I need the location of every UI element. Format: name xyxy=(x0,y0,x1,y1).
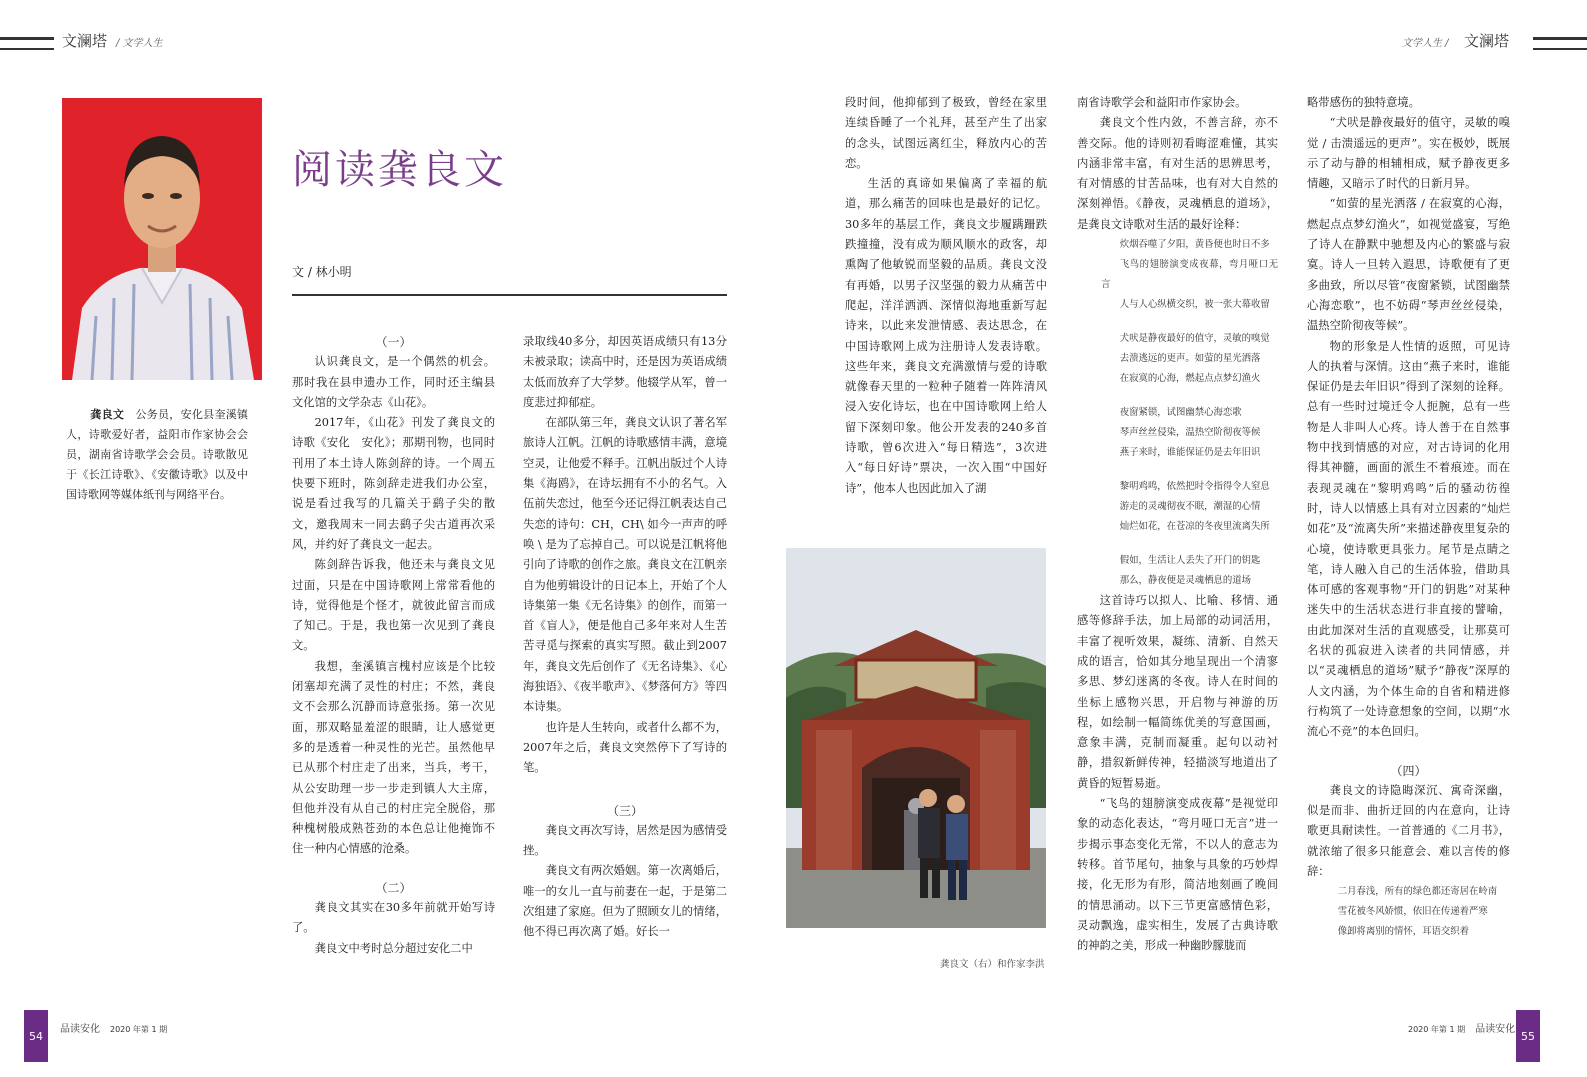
poem-line: 灿烂如花，在苍凉的冬夜里流离失所 xyxy=(1119,521,1270,533)
title-rule xyxy=(292,294,727,296)
temple-photo xyxy=(786,548,1046,928)
footer-magazine-left: 品读安化 xyxy=(60,1024,100,1035)
paragraph: 龚良文的诗隐晦深沉、寓奇深幽，似是而非、曲折迂回的内在意向，让诗歌更具耐读性。一首普通的《二月书》，就浓缩了很多只能意会、难以言传的修辞： xyxy=(1307,783,1510,878)
article-title: 阅读龚良文 xyxy=(292,147,507,193)
paragraph: 认识龚良文，是一个偶然的机会。那时我在县申遗办工作，同时还主编县文化馆的文学杂志《山花》。 xyxy=(292,355,495,409)
paragraph: 龚良文有两次婚姻。第一次离婚后，唯一的女儿一直与前妻在一起，于是第二次组建了家庭。但为了照顾女儿的情绪，他不得已再次离了婚。好长一 xyxy=(523,864,727,939)
article-author: 文 / 林小明 xyxy=(292,265,352,279)
header-section-sub-left: / 文学人生 xyxy=(116,38,163,49)
poem-gap xyxy=(1077,315,1278,329)
paragraph: 也许是人生转向，或者什么都不为，2007年之后，龚良文突然停下了写诗的笔。 xyxy=(523,720,727,775)
paragraph: 略带感伤的独特意境。 xyxy=(1307,96,1420,109)
paragraph: 这首诗巧以拟人、比喻、移情、通感等修辞手法，加上局部的动词活用，丰富了视听效果，凝练、清新、自然天成的语言，恰如其分地呈现出一个清寥多思、梦幻迷离的冬夜。诗人在时间的坐标上感物兴思，开启物与神游的历程，如绘制一幅简练优美的写意国画，意象丰满，克制而凝重。起句以动衬静，措叙新鲜传神，轻描淡写地道出了黄昏的短暂易逝。 xyxy=(1077,594,1278,790)
paragraph: 段时间，他抑郁到了极致，曾经在家里连续昏睡了一个礼拜，甚至产生了出家的念头，试图远离红尘，释放内心的苦恋。 xyxy=(845,96,1047,170)
poem-line: 人与人心纵横交织，被一张大幕收留 xyxy=(1119,299,1270,311)
paragraph: 龚良文其实在30多年前就开始写诗了。 xyxy=(292,901,495,935)
text-column-5 xyxy=(1307,93,1510,942)
poem-line: 燕子来时，谁能保证仍是去年旧识 xyxy=(1119,447,1261,459)
section-heading-1: （一） xyxy=(375,335,412,349)
paragraph: 录取线40多分，却因英语成绩只有13分未被录取；读高中时，还是因为英语成绩太低而放弃了大学梦。他辍学从军，曾一度悲过抑郁症。 xyxy=(523,335,727,409)
paragraph: 陈剑辞告诉我，他还未与龚良文见过面，只是在中国诗歌网上常常看他的诗，觉得他是个怪才，就彼此留言而成了知己。于是，我也第一次见到了龚良文。 xyxy=(292,558,495,653)
poem-line: 夜窗紧锁，试图幽禁心海恋歌 xyxy=(1119,407,1242,419)
paragraph: 生活的真谛如果偏离了幸福的航道，那么痛苦的回味也是最好的记忆。30多年的基层工作，龚良文步履蹒跚跌跌撞撞，没有成为顺风顺水的政客，却熏陶了他敏锐而坚毅的品质。龚良文没有再婚，以男子汉坚强的毅力从痛苦中爬起，洋洋洒洒、深情似海地重新写起诗来，以此来发泄情感、表达思念，在中国诗歌网上成为注册诗人发表诗歌。这些年来，龚良文充满激情与爱的诗歌就像春天里的一粒种子随着一阵阵清风浸入安化诗坛，也在中国诗歌网上给人留下深刻印象。他公开发表的240多首诗歌，曾6次进入“每日精选”，3次进入“每日好诗”票决，一次入围“中国好诗”，他本人也因此加入了湖 xyxy=(845,177,1047,495)
header-section-title-right: 文澜塔 xyxy=(1464,32,1510,50)
photo-caption: 龚良文（右）和作家李洪 xyxy=(940,959,1045,970)
paragraph: 龚良文中考时总分超过安化二中 xyxy=(314,941,473,955)
paragraph: 南省诗歌学会和益阳市作家协会。 xyxy=(1077,96,1247,109)
section-heading-2: （二） xyxy=(375,880,412,895)
bio-text: 公务员，安化县奎溪镇人，诗歌爱好者，益阳市作家协会会员，湖南省诗歌学会会员。诗歌散见于《长江诗歌》、《安徽诗歌》以及中国诗歌网等媒体纸刊与网络平台。 xyxy=(66,408,249,501)
text-column-1 xyxy=(292,332,495,959)
poem-line: 黎明鸡鸣，依然把时令指得令人窒息 xyxy=(1119,481,1270,493)
author-portrait xyxy=(62,98,262,380)
header-rule-right xyxy=(1533,37,1587,50)
poem-line: 炊烟吞噬了夕阳，黄昏便也时日不多 xyxy=(1119,239,1270,251)
poem-line: 假如，生活让人丢失了开门的钥匙 xyxy=(1119,555,1261,567)
poem-line: 飞鸟的翅膀演变成夜幕，弯月哑口无言 xyxy=(1101,259,1278,291)
page-number-left: 54 xyxy=(24,1010,48,1062)
poem-line: 犬吠是静夜最好的值守，灵敏的嗅觉 xyxy=(1119,333,1270,345)
poem-jingye xyxy=(1077,235,1278,591)
paragraph: “飞鸟的翅膀演变成夜幕”是视觉印象的动态化表达，“弯月哑口无言”进一步揭示事态变化无常，不以人的意志为转移。首节尾句，抽象与具象的巧妙焊接，化无形为有形，简洁地刻画了晚间的情思涌动。以下三节更富感情色彩，灵动飘逸，虚实相生，发展了古典诗歌的神韵之美，形成一种幽眇朦胧而 xyxy=(1077,797,1278,953)
footer-left xyxy=(60,1020,167,1035)
header-section-sub-right: 文学人生 / xyxy=(1402,38,1449,49)
poem-line: 像卸将离别的情怀，耳语交织着 xyxy=(1337,926,1470,938)
page-number-right: 55 xyxy=(1516,1010,1540,1062)
paragraph: 在部队第三年，龚良文认识了著名军旅诗人江帆。江帆的诗歌感情丰满，意境空灵，让他爱不释手。江帆出版过个人诗集《海鸥》，在诗坛拥有不小的名气。入伍前失恋过，他至今还记得江帆表达自己失恋的诗句：CH，CH\ 如今一声声的呼唤 \ 是为了忘掉自己。可以说是江帆将他引向了诗歌的创作之旅。龚良文在江帆亲自为他剪辑设计的日记本上，开始了个人诗集第一集《无名诗集》的创作，而第一首《盲人》，便是他自己多年来对人生苦苦寻觅与探索的真实写照。截止到2007年，龚良文先后创作了《无名诗集》、《心海独语》、《夜半歌声》、《梦落何方》等四本诗集。 xyxy=(523,416,727,714)
footer-issue-left: 2020 年第 1 期 xyxy=(110,1025,168,1034)
author-bio xyxy=(66,405,248,505)
poem-gap xyxy=(1077,537,1278,551)
paragraph: “如萤的星光洒落 / 在寂寞的心海，燃起点点梦幻渔火”，如视觉盛宴，写绝了诗人在静默中驰想及内心的繁盛与寂寞。诗人一旦转入遐思，诗歌便有了更多曲致，所以尽管“夜窗紧锁，试图幽禁心海恋歌”，也不妨碍“琴声丝丝侵染，温热空阶彻夜等候”。 xyxy=(1307,197,1510,333)
header-rule-left xyxy=(0,37,54,50)
text-column-4 xyxy=(1077,93,1278,956)
footer-right xyxy=(1408,1020,1515,1035)
paragraph: 龚良文个性内敛，不善言辞，亦不善交际。他的诗则初看晦涩难懂，其实内涵非常丰富，有对生活的思辨思考，有对情感的甘苦品味，也有对大自然的深刻禅悟。《静夜，灵魂栖息的道场》，是龚良文诗歌对生活的最好诠释： xyxy=(1077,116,1278,231)
poem-gap xyxy=(1077,389,1278,403)
poem-line: 去溃逃远的更声。如萤的星光洒落 xyxy=(1119,353,1261,365)
paragraph: “犬吠是静夜最好的值守，灵敏的嗅觉 / 击溃遥远的更声”。实在极妙，既展示了动与静的相辅相成，赋予静夜更多情趣，又暗示了时代的日新月异。 xyxy=(1307,116,1510,191)
bio-name: 龚良文 xyxy=(90,408,125,421)
footer-issue-right: 2020 年第 1 期 xyxy=(1408,1025,1466,1034)
header-section-title-left: 文澜塔 xyxy=(62,32,108,50)
poem-line: 雪花被冬风娇惯，依旧在传递着严寒 xyxy=(1337,906,1488,918)
text-column-3 xyxy=(845,93,1047,499)
poem-line: 琴声丝丝侵染，温热空阶彻夜等候 xyxy=(1119,427,1261,439)
section-heading-3: （三） xyxy=(606,803,643,818)
poem-line: 在寂寞的心海，燃起点点梦幻渔火 xyxy=(1119,373,1261,385)
poem-line: 二月春浅，所有的绿色都还寄居在岭南 xyxy=(1337,886,1498,898)
poem-line: 那么，静夜便是灵魂栖息的道场 xyxy=(1119,575,1252,587)
paragraph: 我想，奎溪镇言槐村应该是个比较闭塞却充满了灵性的村庄；不然，龚良文不会那么沉静而诗意张扬。第一次见面，那双略显羞涩的眼睛，让人感觉更多的是透着一种灵性的光芒。虽然他早已从那个村庄走了出来，当兵，考干，从公安助理一步一步走到镇人大主席，但他并没有从自己的村庄完全脱俗，那种槐树般成熟苍劲的本色总让他掩饰不住一种内心情感的沧桑。 xyxy=(292,659,495,856)
paragraph: 2017年，《山花》刊发了龚良文的诗歌《安化 安化》；那期刊物，也同时刊用了本土诗人陈剑辞的诗。一个周五快要下班时，陈剑辞走进我们办公室，说是看过我写的几篇关于鹞子尖的散文，邀我周末一同去鹞子尖古道再次采风，并约好了龚良文一起去。 xyxy=(292,416,495,551)
poem-gap xyxy=(1077,463,1278,477)
text-column-2 xyxy=(523,332,727,943)
section-heading-4: （四） xyxy=(1390,763,1427,778)
footer-magazine-right: 品读安化 xyxy=(1475,1024,1516,1035)
paragraph: 物的形象是人性情的返照，可见诗人的执着与深情。这由“燕子来时，谁能保证仍是去年旧识”得到了深刻的诠释。总有一些时过境迁令人扼腕，总有一些物是人非叫人心疼。诗人善于在自然事物中找到情感的对应，对古诗词的化用得其神髓，画面的派生不着痕迹。而在表现灵魂在“黎明鸡鸣”后的骚动彷徨时，诗人以情感上具有对立因素的“灿烂如花”及“流离失所”来描述静夜里复杂的心境，使诗歌更具张力。尾节是点睛之笔，诗人融入自己的生活体验，借助具体可感的客观事物“开门的钥匙”对某种迷失中的生活状态进行非直接的譬喻，由此加深对生活的直观感受，让那莫可名状的孤寂进入读者的共同情感，并以“灵魂栖息的道场”赋予“静夜”深厚的人文内涵，为个体生命的自省和精进修行构筑了一处诗意想象的空间，以期“水流心不竞”的本色回归。 xyxy=(1307,339,1510,739)
poem-line: 游走的灵魂彻夜不眠，潮湿的心情 xyxy=(1119,501,1261,513)
poem-eryueshu xyxy=(1307,882,1510,942)
paragraph: 龚良文再次写诗，居然是因为感情受挫。 xyxy=(523,823,727,858)
